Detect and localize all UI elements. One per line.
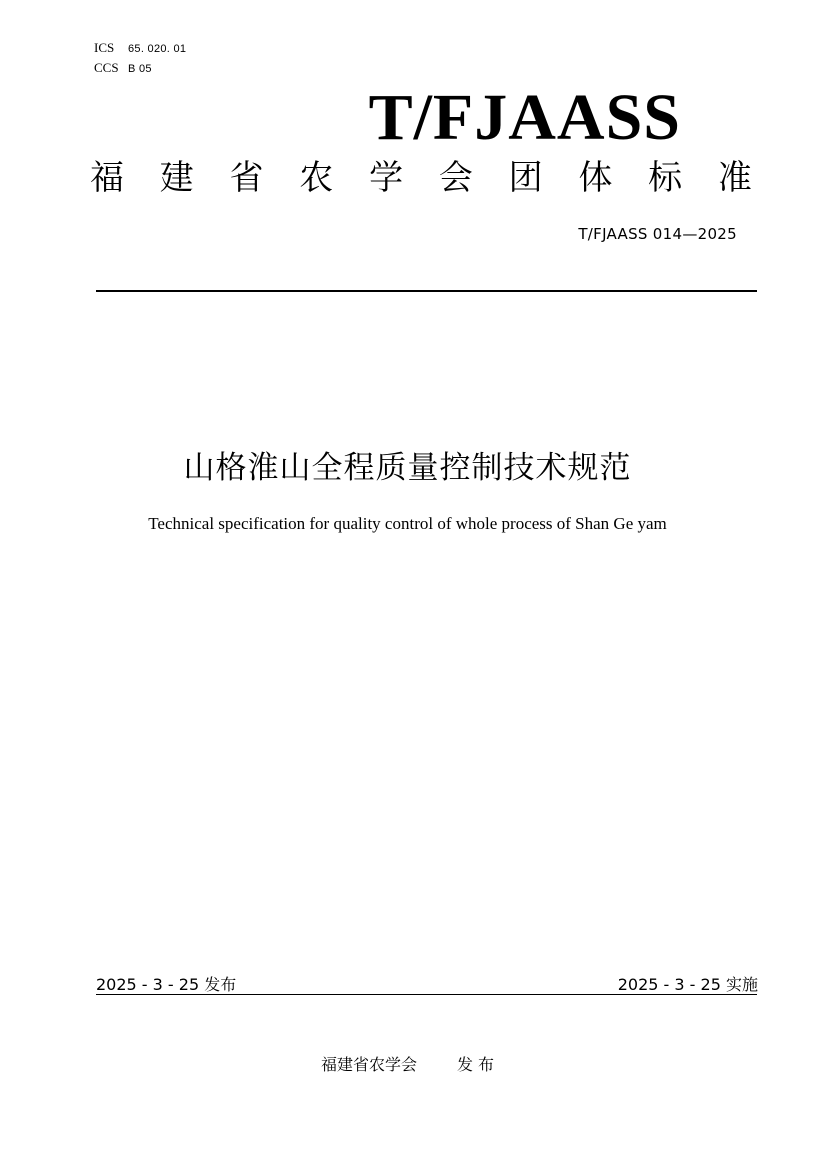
org-char: 福 xyxy=(90,158,124,198)
standard-number: T/FJAASS 014—2025 xyxy=(578,225,737,243)
ics-value: 65. 020. 01 xyxy=(128,43,187,55)
org-char: 团 xyxy=(508,158,543,198)
organization-heading xyxy=(90,156,752,200)
title-chinese: 山格淮山全程质量控制技术规范 xyxy=(183,450,632,486)
publisher-name: 福建省农学会 xyxy=(320,1055,417,1074)
top-divider xyxy=(96,290,757,292)
ics-row xyxy=(94,38,186,58)
org-char: 会 xyxy=(438,158,473,198)
implementation-date: 2025 - 3 - 25 实施 xyxy=(617,975,758,994)
ccs-label: CCS xyxy=(94,60,119,75)
org-char: 建 xyxy=(159,158,194,198)
ccs-row xyxy=(94,58,186,78)
publisher-action: 发 布 xyxy=(456,1055,495,1074)
org-char: 标 xyxy=(648,158,683,198)
org-char: 体 xyxy=(578,158,613,198)
title-english: Technical specification for quality control of whole process of Shan Ge yam xyxy=(148,514,667,533)
issue-date: 2025 - 3 - 25 发布 xyxy=(96,975,237,994)
publisher-line xyxy=(0,1052,815,1075)
logo-text: T/FJAASS xyxy=(368,81,681,154)
org-char: 省 xyxy=(229,158,264,198)
ics-label: ICS xyxy=(94,40,115,55)
org-char: 准 xyxy=(717,158,752,198)
org-char: 学 xyxy=(369,158,404,198)
ccs-value: B 05 xyxy=(128,63,152,75)
bottom-divider xyxy=(96,994,757,995)
standard-logo xyxy=(0,78,815,158)
org-char: 农 xyxy=(299,158,334,198)
classification-codes xyxy=(94,38,186,78)
